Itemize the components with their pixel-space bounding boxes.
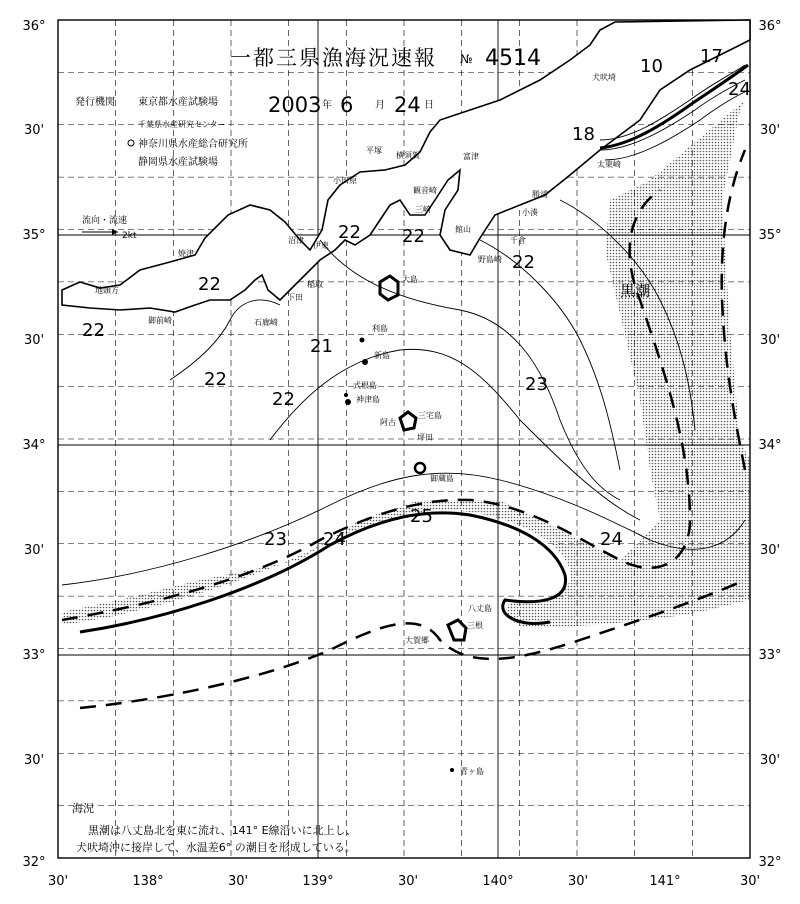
arrow-head-icon [112,229,118,235]
latitude-label: 30' [759,753,781,768]
contour-label: 22 [82,320,105,341]
latitude-labels-right [758,19,781,870]
place-name: 観音崎 [413,186,437,195]
issuer-chiba: 千葉県水産研究センター [138,120,226,129]
notes-heading: 海況 [72,802,94,815]
contour-label: 22 [272,389,295,410]
place-name: 大賀郷 [405,636,429,645]
contour-label: 17 [700,46,723,67]
report-month: 6 [340,93,354,117]
latitude-label: 34° [22,438,46,453]
place-name: 小田原 [333,176,357,185]
contour-label: 22 [512,252,535,273]
place-name: 式根島 [353,381,377,390]
place-name: 八丈島 [468,604,492,613]
latitude-label: 36° [22,19,46,34]
issuer-kanagawa-marker [128,140,134,146]
notes-line-2: 犬吠埼沖に接岸して、水温差6° の潮目を形成している。 [76,841,356,854]
report-day: 24 [394,93,421,117]
place-name: 平塚 [366,146,382,155]
place-name: 坪田 [417,433,433,442]
contour-label: 24 [600,529,623,550]
place-name: 太東崎 [597,160,621,169]
place-name: 野島崎 [478,255,502,264]
contour-label: 25 [410,506,433,527]
longitude-label: 30' [739,874,761,889]
issuers-label: 発行機関 [75,97,115,108]
latitude-label: 36° [758,19,782,34]
place-name: 焼津 [178,249,194,258]
notes-box [72,801,357,854]
contour-label: 21 [310,336,333,357]
place-name: 御前崎 [148,316,172,325]
latitude-label: 32° [22,855,46,870]
longitude-label: 139° [302,874,334,889]
place-name: 小湊 [522,208,538,217]
notes-line-1: 黒潮は八丈島北を東に流れ、141° E線沿いに北上し、 [88,824,357,837]
issuer-shizuoka: 静岡県水産試験場 [138,157,218,168]
contour-label: 18 [572,124,595,145]
contour-label: 22 [402,226,425,247]
longitude-labels-bottom [48,874,760,889]
latitude-labels-left [22,19,45,870]
contour-label: 22 [338,222,361,243]
island-aogashima [450,768,454,772]
longitude-label: 30' [567,874,589,889]
contour-label: 24 [323,529,346,550]
place-name: 稲取 [307,280,323,289]
place-name: 伊東 [313,241,329,250]
place-name: 館山 [455,225,471,234]
island-toshima [360,338,365,343]
contour-label: 23 [525,374,548,395]
island-kozu [345,399,351,405]
issuer-tokyo: 東京都水産試験場 [138,97,218,108]
report-title: 一都三県漁海況速報 [230,46,437,70]
report-day-unit: 日 [424,100,434,111]
place-name: 勝浦 [532,190,548,199]
longitude-label: 30' [397,874,419,889]
latitude-label: 35° [758,228,782,243]
place-name: 大島 [402,275,418,284]
latitude-label: 34° [758,438,782,453]
place-name: 青ヶ島 [460,767,484,776]
longitude-label: 141° [649,874,681,889]
latitude-label: 35° [22,228,46,243]
place-name: 下田 [287,293,303,302]
place-name: 横須賀 [396,151,420,160]
longitude-label: 30' [47,874,69,889]
place-name: 千倉 [510,236,526,245]
contour-label: 10 [640,56,663,77]
longitude-label: 140° [482,874,514,889]
contour-label: 22 [204,369,227,390]
issuer-kanagawa: 神奈川県水産総合研究所 [138,139,248,150]
issue-no-label: № [460,52,473,66]
contour-label: 23 [264,529,287,550]
place-name: 神津島 [356,395,380,404]
report-month-unit: 月 [375,100,385,111]
island-miyake [400,412,416,430]
latitude-label: 30' [759,333,781,348]
latitude-label: 32° [758,855,782,870]
issue-no: 4514 [485,46,541,71]
current-legend-title: 流向・流速 [82,216,128,226]
place-name: 石廊崎 [254,318,278,327]
contour-label: 22 [198,274,221,295]
latitude-label: 30' [23,333,45,348]
place-name: 沼津 [288,236,304,245]
island-mikura [415,463,425,473]
place-name: 三根 [467,621,483,630]
longitude-label: 138° [132,874,164,889]
longitude-label: 30' [227,874,249,889]
place-name: 阿古 [380,418,396,427]
place-name: 富津 [463,152,479,161]
place-name: 御蔵島 [430,474,454,483]
latitude-label: 30' [23,753,45,768]
place-name: 新島 [374,351,390,360]
latitude-label: 30' [759,543,781,558]
island-hachijo [448,620,466,640]
latitude-label: 30' [23,123,45,138]
latitude-label: 33° [758,648,782,663]
kuroshio-label: 黒潮 [620,282,651,300]
place-name: 三崎 [415,205,431,214]
report-year-unit: 年 [322,100,332,111]
latitude-label: 33° [22,648,46,663]
island-shikine [344,393,348,397]
place-name: 地頭方 [95,286,119,295]
latitude-label: 30' [759,123,781,138]
place-name: 利島 [372,324,388,333]
current-legend-speed: 2kt [122,231,137,241]
contour-label: 24 [728,79,751,100]
report-year: 2003 [268,93,322,117]
latitude-label: 30' [23,543,45,558]
place-name: 犬吠埼 [592,73,616,82]
place-name: 三宅島 [418,411,442,420]
